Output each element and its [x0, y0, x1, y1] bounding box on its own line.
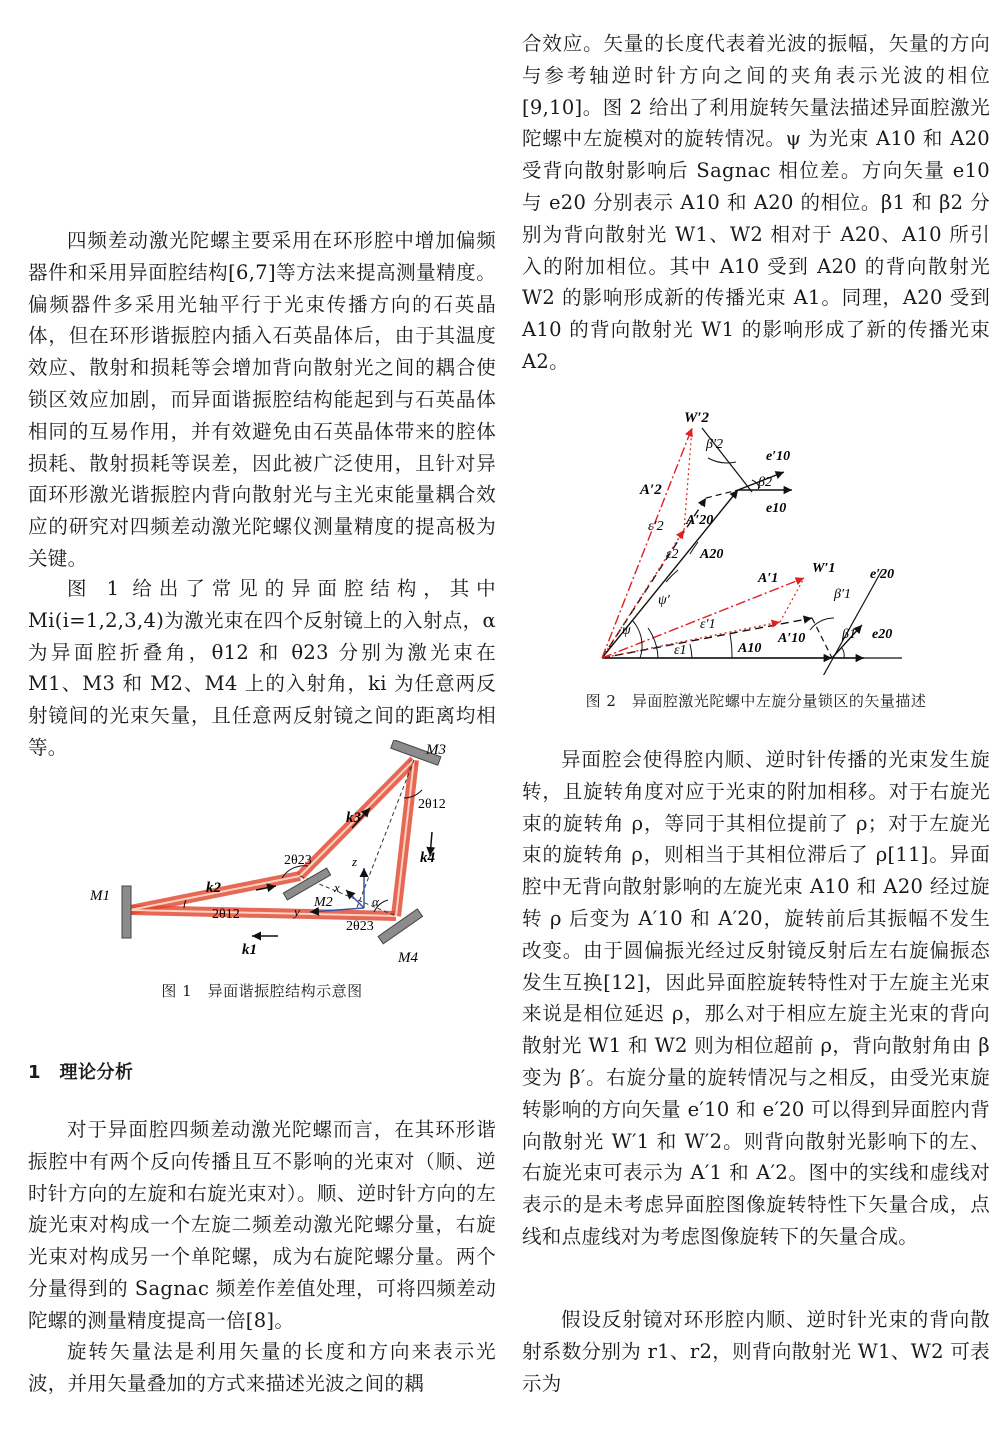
label-eps2-prime: ε′2 — [648, 519, 664, 534]
label-k2: k2 — [206, 880, 221, 896]
figure2-caption: 图 2 异面腔激光陀螺中左旋分量锁区的矢量描述 — [585, 692, 927, 710]
label-2theta23-a: 2θ23 — [284, 853, 312, 868]
label-axis-x: x — [334, 880, 340, 895]
laser-beam-path — [130, 760, 414, 916]
label-2theta12-b: 2θ12 — [418, 797, 446, 812]
label-axis-z: z — [352, 854, 358, 869]
rotation-effect-paragraph: 异面腔会使得腔内顺、逆时针传播的光束发生旋转，且旋转角度对应于光束的附加相移。对于右旋光束的旋转角 ρ，等同于其相位提前了 ρ；对于左旋光束的旋转角 ρ，则相当于其相位滞后了 ρ[11]。异面腔中无背向散射影响的左旋光束 A10 和 A20 经过旋转 ρ 后变为 A′10 和 A′20，旋转前后其振幅不发生改变。由于圆偏振光经过反射镜反射后左右旋偏振态发生互换[12]，因此异面腔旋转特性对于左旋主光束来说是相位延迟 ρ，那么对于相应左旋主光束的背向散射光 W1 和 W2 则为相位超前 ρ，背向散射角由 β 变为 β′。右旋分量的旋转情况与之相反，由受光束旋转影响的方向矢量 e′10 和 e′20 可以得到异面腔内背向散射光 W′1 和 W′2。则背向散射光影响下的左、右旋光束可表示为 A′1 和 A′2。图中的实线和虚线对表示的是未考虑异面腔图像旋转特性下矢量合成，点线和点虚线对为考虑图像旋转下的矢量合成。 — [522, 748, 990, 1248]
label-eps1-prime: ε′1 — [700, 617, 716, 632]
label-2theta23-b: 2θ23 — [346, 919, 374, 934]
label-w1-prime: W′1 — [812, 561, 836, 576]
label-e20: e20 — [872, 627, 893, 642]
label-eps1: ε1 — [674, 643, 687, 658]
label-m3: M3 — [426, 742, 446, 758]
backscatter-paragraph: 假设反射镜对环形腔内顺、逆时针光束的背向散射系数分别为 r1、r2，则背向散射光 W1、W2 可表示为 — [522, 1308, 990, 1395]
intro-paragraph: 四频差动激光陀螺主要采用在环形腔中增加偏频器件和采用异面腔结构[6,7]等方法来提高测量精度。偏频器件多采用光轴平行于光束传播方向的石英晶体，但在环形谐振腔内插入石英晶体后，由于其温度效应、散射和损耗等会增加背向散射光之间的耦合使锁区效应加剧，而异面谐振腔结构能起到与石英晶体相同的互易作用，并有效避免由石英晶体带来的腔体损耗、散射损耗等误差，因此被广泛使用，且针对异面环形激光谐振腔内背向散射光与主光束能量耦合效应的研究对四频差动激光陀螺仪测量精度的提高极为关键。 — [28, 229, 496, 570]
label-a20-prime: A′20 — [686, 513, 714, 528]
label-a20: A20 — [700, 547, 724, 562]
label-a10: A10 — [738, 641, 762, 656]
label-e10-prime: e′10 — [766, 449, 791, 464]
label-e10: e10 — [766, 501, 787, 516]
figure1-resonator-diagram — [88, 740, 468, 970]
label-k4: k4 — [420, 850, 435, 866]
label-beta1-prime: β′1 — [834, 587, 852, 602]
label-alpha: α — [372, 894, 379, 909]
label-w2-prime: W′2 — [684, 410, 710, 426]
rotation-vector-paragraph: 旋转矢量法是利用矢量的长度和方向来表示光波，并用矢量叠加的方式来描述光波之间的耦 — [28, 1340, 496, 1395]
label-a2-prime: A′2 — [640, 482, 662, 498]
label-axis-y: y — [294, 904, 300, 919]
figure1-description-paragraph: 图 1 给出了常见的异面腔结构，其中 Mi(i=1,2,3,4)为激光束在四个反射镜上的入射点，α为异面腔折叠角，θ12 和 θ23 分别为激光束在 M1、M3 和 M2、M4 上的入射角，ki 为任意两反射镜间的光束矢量，且任意两反射镜之间的距离均相等。 — [28, 577, 496, 759]
label-e20-prime: e′20 — [870, 567, 895, 582]
label-2theta12-a: 2θ12 — [212, 907, 240, 922]
label-a10-prime: A′10 — [778, 631, 806, 646]
label-k3: k3 — [346, 810, 361, 826]
label-psi-prime: ψ′ — [658, 593, 670, 608]
mirror-m1 — [122, 886, 131, 938]
label-m4: M4 — [398, 950, 418, 966]
label-a1-prime: A′1 — [758, 571, 779, 586]
label-k1: k1 — [242, 942, 257, 958]
label-eps2: ε2 — [666, 547, 679, 562]
label-m2: M2 — [314, 895, 333, 910]
vector-method-paragraph: 合效应。矢量的长度代表着光波的振幅，矢量的方向与参考轴逆时针方向之间的夹角表示光波的相位[9,10]。图 2 给出了利用旋转矢量法描述异面腔激光陀螺中左旋模对的旋转情况。ψ 为光束 A10 和 A20 受背向散射影响后 Sagnac 相位差。方向矢量 e10 与 e20 分别表示 A10 和 A20 的相位。β1 和 β2 分别为背向散射光 W1、W2 相对于 A20、A10 所引入的附加相位。其中 A10 受到 A20 的背向散射光 W2 的影响形成新的传播光束 A1。同理，A20 受到 A10 的背向散射光 W1 的影响形成了新的传播光束 A2。 — [522, 32, 990, 373]
figure1-caption: 图 1 异面谐振腔结构示意图 — [161, 982, 363, 1000]
label-beta1: β1 — [842, 627, 856, 642]
figure2-vector-diagram — [582, 400, 942, 675]
label-beta2-prime: β′2 — [706, 437, 724, 452]
label-psi: ψ — [622, 623, 631, 638]
theory-paragraph: 对于异面腔四频差动激光陀螺而言，在其环形谐振腔中有两个反向传播且互不影响的光束对（顺、逆时针方向的左旋和右旋光束对）。顺、逆时针方向的左旋光束对构成一个左旋二频差动激光陀螺分量，右旋光束对构成另一个单陀螺，成为右旋陀螺分量。两个分量得到的 Sagnac 频差作差值处理，可将四频差动陀螺的测量精度提高一倍[8]。 — [28, 1118, 496, 1332]
label-m1: M1 — [90, 888, 110, 904]
label-beta2: β2 — [758, 475, 772, 490]
section-heading: 1 理论分析 — [28, 1062, 134, 1083]
